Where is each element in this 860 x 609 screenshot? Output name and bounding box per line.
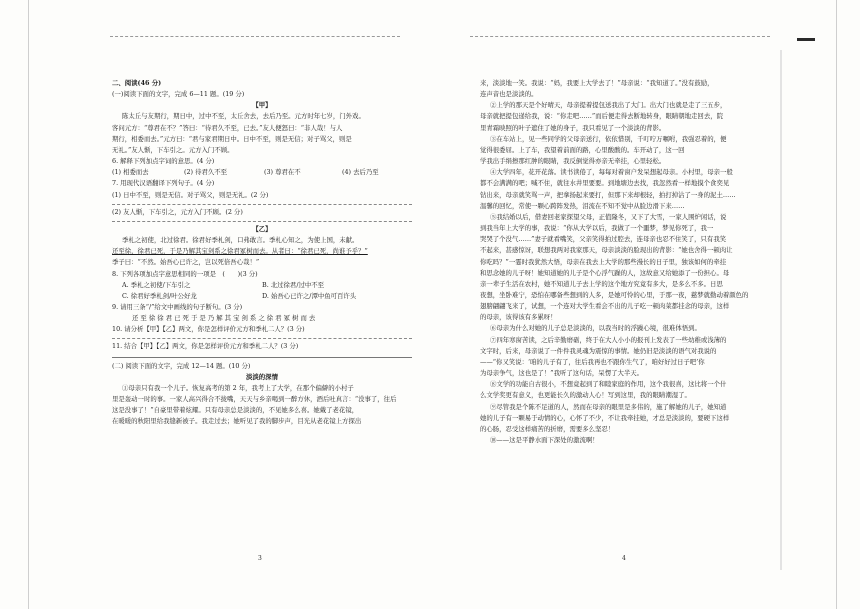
jia-line: 无礼。”友人惭，下车引之。元方入门不顾。 (112, 145, 234, 154)
question-7: 7. 用现代汉语翻译下列句子。(4 分) (112, 179, 215, 188)
part1-intro: (一)阅读下面的文字，完成 6—11 题。(19 分) (112, 90, 245, 99)
essay-line: 和思念她的儿子呀！她知道她的儿子是个心浮气躁的人，这故意又给她添了一份担心。母 (480, 268, 730, 277)
essay-line: 夜想，坐卧难宁，恐怕在哪备些想到的人多，是她可怜的心里，于那一夜，慈梦就勤动着颜色的 (480, 290, 749, 299)
essay-line: 钻出来，母亲就笑骂一声，把拿扬起来要打，但那下来却根轻，拍打掉沾了一身的泥土…… (480, 190, 736, 199)
essay-line: 翅膀翩翩飞来了，试想，一个连对大学生看会不出的儿子吃一顿肉菜都挂念的母亲，这样 (480, 302, 730, 311)
answer-line (112, 204, 412, 205)
part2-intro: (二) 阅读下面的文字，完成 12—14 题。(10 分) (112, 361, 251, 370)
jia-line: 客问元方：“尊君在不？”答曰：“待君久不至，已去。”友人便怒曰：“非人哉！与人 (112, 123, 343, 132)
right-page-column (480, 78, 772, 446)
top-dashed-line-left (110, 36, 400, 37)
essay-line: 连声音也是淡淡的。 (480, 90, 538, 99)
q6-item: (1) 相委而去 (112, 168, 149, 177)
essay-line: ⑧文学的功能自古很小，不想竟起到了和睦家庭的作用，这个我很喜，这比将一个什 (490, 380, 727, 389)
answer-line (112, 338, 412, 339)
page-number-left: 3 (258, 555, 262, 562)
q8-option-c: C. 徐君好季札剑/叶公好龙 (122, 291, 197, 300)
essay-line: 都不会满满的吧；喊不住，就往水井里要要。到地塘边去找，我忽然看一样地摸个食奕见 (480, 179, 730, 188)
essay-line: ③在车站上，见一些同学的父母亲送行，依依惜别，千叮咛万嘱咐，我强忍着的，便 (490, 134, 727, 143)
question-6: 6. 解释下列加点字词的意思。(4 分) (112, 157, 215, 166)
corner-mark-top (797, 38, 815, 41)
essay-line: 你吃吗？”一霎时我犹然大悟，母亲在我去上大学的那些漫长的日子里，独该如何的牵挂 (480, 257, 727, 266)
essay-line: 的母亲，该得该有多累呀！ (480, 313, 557, 322)
essay-line: ①母亲只有我一个儿子。恢复高考的第 2 年，我考上了大学，在那个偏僻的小村子 (122, 383, 354, 392)
essay-line: 里是轰动一时的事。一家人高兴得合不拢嘴，天天与乡亲喝到一醉方休，酒后吐真言：“没事了，往后 (112, 395, 397, 404)
left-page-column (112, 78, 412, 428)
q8-option-b: B. 北过徐君/过中不至 (262, 280, 325, 289)
question-8: 8. 下列各项加点字意思相同的一项是 ( )(3 分) (112, 269, 258, 278)
essay-line: 觉得很委屈。上了车，我望着前面的路，心里酸酸的。车开动了，这一回 (480, 145, 685, 154)
essay-line: 的心肠，忍受这样痛苦的折磨，需要多么坚忍！ (480, 424, 615, 433)
section-title: 二、阅读(46 分) (112, 79, 162, 87)
essay-line: ⑥母亲为什么对她的儿子总是淡淡的，以我当时的浮躁心境，很难体悟到。 (490, 324, 701, 333)
essay-line: ⑩——这是平静水面下深处的激流啊！ (490, 436, 599, 444)
question-6-items (112, 167, 412, 178)
essay-title: 淡淡的深情 (246, 372, 278, 381)
question-9: 9. 请用三条“/”给文中画线的句子断句。(3 分) (112, 302, 243, 311)
essay-line: 这是没事了！”自豪里带着炫耀。只有母亲总是淡淡的，不见她多么喜。她戴了老花镜， (112, 406, 359, 415)
essay-line: 温馨的回忆，常使一颗心跨阵发热，泪流在不知不觉中从脸边滑下来…… (480, 201, 685, 210)
jia-label: 【甲】 (252, 101, 272, 110)
essay-line: 么文学奖更有意义，也更能长久的激动人心！写到这里，我的眼睛潮湿了。 (480, 391, 691, 400)
question-9-sentence: 还 至 徐 徐 君 已 死 于 是 乃 解 其 宝 剑 系 之 徐 君 冢 树 而 去 (132, 314, 316, 323)
essay-line: 她的儿子有一颗易于动情的心，心怀了不少，不让我牵挂她，才总是淡淡的，要硬下这样 (480, 413, 730, 422)
section-divider (112, 357, 412, 358)
essay-line: 来，淡淡地一笑。我说：“妈，我要上大学去了！”母亲说：“我知道了。”没有鼓励， (480, 79, 714, 87)
q8-option-a: A. 季札之初使/下车引之 (122, 280, 191, 289)
q6-item: (3) 尊君在不 (264, 168, 301, 177)
left-scan-edge (28, 0, 29, 609)
essay-line: 文字时，后来，母亲说了一件件我灵魂为震惊的事情。她仍旧是淡淡的语气对我说的 (480, 346, 717, 355)
essay-line: 里青霜映照的叶子遮住了她的身子，我只看见了一个淡淡的背影。 (480, 123, 666, 132)
essay-line: 到我当年上大学的事，我说：“你从大学以后，我做了一个噩梦，梦见你死了，我一 (480, 224, 714, 233)
q6-item: (2) 待君久不至 (184, 168, 228, 177)
essay-line: ——“你又笑说：‘咱的儿子有了，往后我再也不跟你生气了，咱好好过日子吧’你 (480, 357, 705, 366)
yi-line: 季子曰：“不然。始吾心已许之，岂以死倍吾心哉！” (112, 258, 260, 267)
answer-line (112, 221, 412, 222)
yi-label: 【乙】 (252, 224, 272, 233)
essay-line: 亲一辈子生活在农村，她不知道儿子去上学的这个地方究竟有多大，是多么不多。日思 (480, 279, 723, 288)
essay-line: 不起来，甚感惊讶，联想我两对我家那天，母亲淡淡的脸现出的背影：“她也舍得一顿肉让 (480, 246, 733, 255)
q6-item: (4) 去后乃至 (342, 168, 379, 177)
q8-option-d: D. 始吾心已许之/潭中鱼可百许头 (262, 291, 357, 300)
essay-line: 为母亲争气，这也是了！”我听了这句话，呆愣了大半天。 (480, 369, 644, 378)
essay-line: ②上学的那天是个好晴天，母亲提着提包送我出了大门。出大门也就是走了三五步， (490, 101, 727, 110)
binding-line (780, 50, 782, 570)
essay-line: 哭哭了个没气……”妻子就看嘴笑，父亲笑得拍过腔去，连母亲也忍不住笑了，只有我笑 (480, 235, 727, 244)
essay-line: 在暖暖的秋阳里给我缝新被子。我走过去；她听见了我的脚步声，目光从老花镜上方探出 (112, 417, 362, 426)
essay-line: ④大学四年，花开花落。读书读倦了，每每对着窗户发呆想起母亲。小村里，母亲一般 (490, 168, 733, 177)
q8-options-row (112, 291, 412, 302)
jia-line: 陈太丘与友期行，期日中，过中不至，太丘舍去，去后乃至。元方时年七岁，门外戏。 (122, 112, 365, 121)
essay-line: ⑦四年寒窗苦读，之后辛勤磨砺，终于在大人小小的报刊上发表了一些幼稚或浅薄的 (490, 335, 727, 344)
jia-line: 期行，相委而去。”元方曰：“君与家君期日中。日中不至，则是无信；对子骂父，则是 (112, 134, 352, 143)
yi-line: 季札之初使，北过徐君。徐君好季札剑，口弗敢言。季札心知之，为使上国，未献。 (122, 236, 359, 245)
page-number-right: 4 (622, 555, 626, 562)
essay-line: ⑤我结婚以后，借妻回老家探望父母，正值隆冬，又下了大雪，一家人围炉闲话，说 (490, 212, 727, 221)
question-11: 11. 结合【甲】【乙】两文，你是怎样评价元方和季札二人？(3 分) (112, 342, 299, 351)
essay-line: 母亲就把提包递给我，说：“你走吧……”而后便走得去断地转身，眼睛朝地走回去，院 (480, 112, 723, 121)
question-7-1: (1) 日中不至，则是无信。对子骂父，则是无礼。(2 分) (112, 190, 269, 199)
question-7-2: (2) 友人惭，下车引之，元方入门不顾。(2 分) (112, 207, 243, 216)
q8-options-row (112, 280, 412, 291)
yi-line-underlined: 还至徐，徐君已死，于是乃解其宝剑系之徐君冢树而去。从者曰：“徐君已死，尚谁予乎？” (112, 247, 368, 256)
essay-line: ⑨尽管我是个陈不足道的人，然而在母亲的眼里是多伟的，施了解她的儿子，她知道 (490, 402, 727, 411)
top-dashed-line-right (470, 36, 770, 37)
question-10: 10. 请分析【甲】【乙】两文，你是怎样评价元方和季札二人？(3 分) (112, 325, 305, 334)
essay-line: 学我出手绢擦那红肿的眼睛，我反倒觉得亦亲无牵挂，心里轻松。 (480, 157, 666, 166)
right-scan-edge (836, 0, 837, 609)
